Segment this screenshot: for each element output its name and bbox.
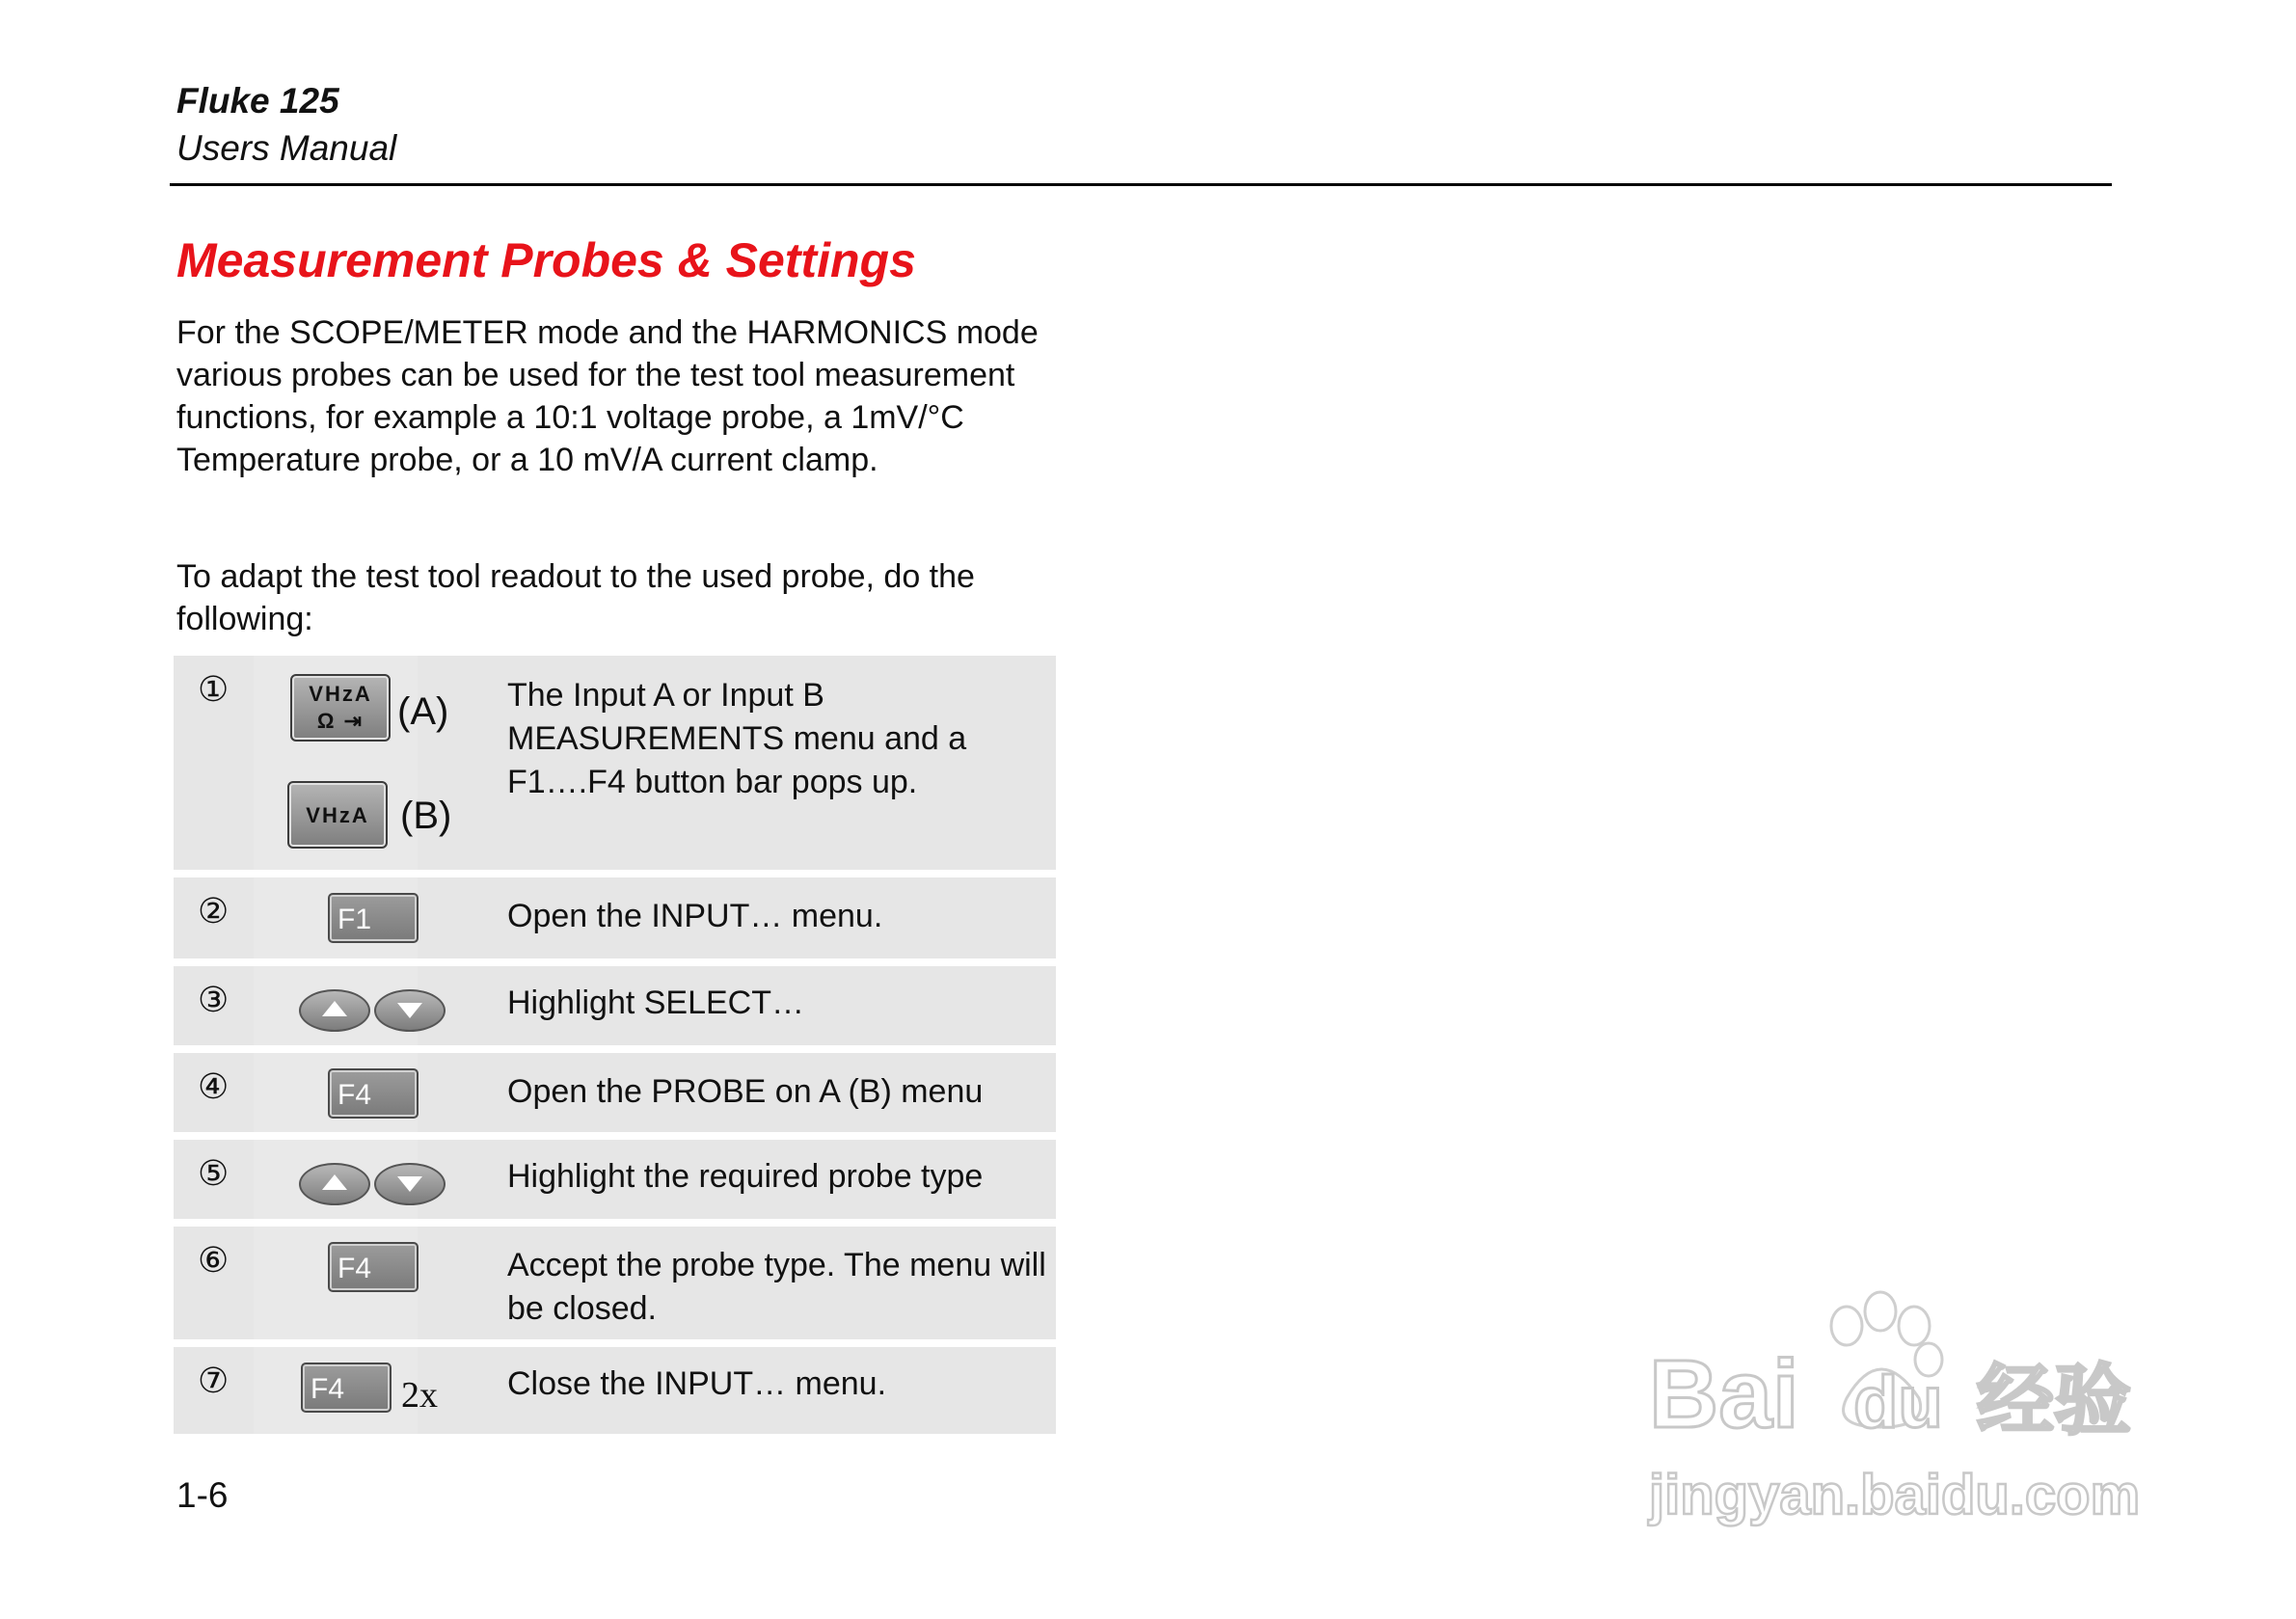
step-description: Open the INPUT… menu.	[507, 898, 883, 934]
step-number: ⑦	[198, 1361, 230, 1400]
step-number: ④	[198, 1066, 230, 1106]
step-row	[174, 1053, 1056, 1132]
page-number: 1-6	[176, 1475, 229, 1515]
manual-title: Fluke 125	[176, 81, 339, 121]
arrow-up-icon	[299, 989, 370, 1032]
press-twice-label: 2x	[401, 1375, 438, 1416]
watermark-url: jingyan.baidu.com	[1649, 1464, 2141, 1526]
section-title: Measurement Probes & Settings	[176, 233, 916, 287]
f4-key-icon: F4	[328, 1068, 419, 1119]
step-number: ②	[198, 891, 230, 931]
arrow-down-icon	[374, 989, 446, 1032]
step-row: ① VHzA Ω ⇥ (A) VHzA (B) The Input A or Input B MEASUREMENTS menu and a F1….F4 button bar pops up.	[174, 656, 1056, 870]
step-description: Open the PROBE on A (B) menu	[507, 1073, 984, 1110]
step-description: Highlight SELECT…	[507, 985, 805, 1021]
watermark-text-cn: 经验	[1977, 1356, 2131, 1445]
header-divider	[170, 183, 2112, 186]
vhza-ohm-key-icon: VHzA Ω ⇥	[290, 674, 391, 742]
vhza-key-icon: VHzA	[287, 781, 388, 849]
step-description: Highlight the required probe type	[507, 1158, 984, 1195]
baidu-watermark-logo	[1639, 1282, 2179, 1543]
step-row	[174, 877, 1056, 958]
f4-key-icon: F4	[328, 1242, 419, 1292]
f4-key-icon: F4	[301, 1363, 392, 1413]
step-row	[174, 1347, 1056, 1434]
f1-key-icon: F1	[328, 893, 419, 943]
step-description: Close the INPUT… menu.	[507, 1365, 887, 1402]
instruction-paragraph: To adapt the test tool readout to the used probe, do the following:	[176, 558, 975, 637]
manual-subtitle: Users Manual	[176, 128, 397, 168]
steps-table	[174, 656, 1056, 1442]
step-number: ①	[198, 669, 230, 709]
step-number: ⑥	[198, 1240, 230, 1280]
intro-paragraph: For the SCOPE/METER mode and the HARMONICS mode various probes can be used for the test tool measurement functions, for example a 10:1 voltage probe, a 1mV/°C Temperature probe, or a 10 mV/A current clamp.	[176, 314, 1039, 478]
step-description: Accept the probe type. The menu will be closed.	[507, 1247, 1046, 1327]
watermark-text-du: du	[1853, 1362, 1943, 1444]
arrow-up-icon	[299, 1163, 370, 1205]
step-row	[174, 1140, 1056, 1219]
arrow-down-icon	[374, 1163, 446, 1205]
step-row	[174, 1227, 1056, 1339]
watermark-text-bai: Bai	[1649, 1340, 1799, 1448]
step-number: ⑤	[198, 1153, 230, 1193]
step-description: The Input A or Input B MEASUREMENTS menu and a F1….F4 button bar pops up.	[507, 677, 967, 800]
step-number: ③	[198, 980, 230, 1019]
step-row	[174, 966, 1056, 1045]
